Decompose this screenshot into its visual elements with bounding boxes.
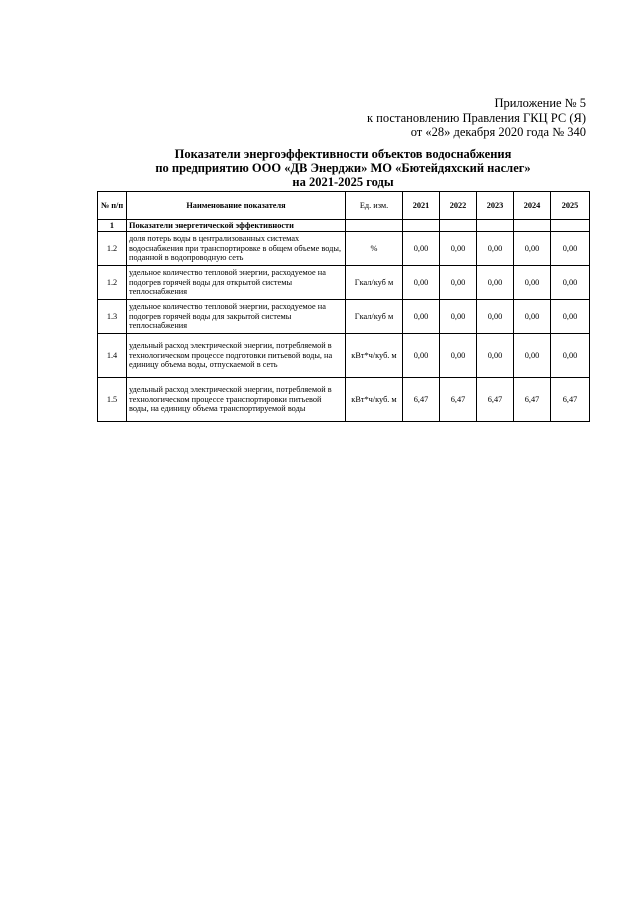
value-2022: 0,00: [440, 232, 477, 266]
indicator-name: удельный расход электрической энергии, потребляемой в технологическом процессе транспортировки питьевой воды, на единицу объема транспортируемой воды: [127, 378, 346, 422]
section-number: 1: [98, 220, 127, 232]
column-header: 2023: [477, 192, 514, 220]
row-number: 1.3: [98, 300, 127, 334]
value-2025: 0,00: [551, 300, 590, 334]
value-2023: 0,00: [477, 232, 514, 266]
document-header: [367, 96, 586, 140]
value-2024: 0,00: [514, 232, 551, 266]
indicator-name: удельное количество тепловой энергии, расходуемое на подогрев горячей воды для открытой системы теплоснабжения: [127, 266, 346, 300]
unit: Гкал/куб м: [346, 266, 403, 300]
indicator-name: доля потерь воды в централизованных системах водоснабжения при транспортировке в общем объеме воды, поданной в водопроводную сеть: [127, 232, 346, 266]
value-2023: 0,00: [477, 334, 514, 378]
value-2021: 0,00: [403, 266, 440, 300]
row-number: 1.4: [98, 334, 127, 378]
indicator-name: удельное количество тепловой энергии, расходуемое на подогрев горячей воды для закрытой системы теплоснабжения: [127, 300, 346, 334]
table-row: [98, 334, 590, 378]
column-header: № п/п: [98, 192, 127, 220]
value-2025: 0,00: [551, 266, 590, 300]
page-title: [97, 147, 589, 189]
title-line-3: на 2021-2025 годы: [292, 175, 394, 189]
value-2023: 6,47: [477, 378, 514, 422]
row-number: 1.2: [98, 266, 127, 300]
table-header-row: [98, 192, 590, 220]
value-2024: 0,00: [514, 334, 551, 378]
table-row: [98, 378, 590, 422]
value-2021: 0,00: [403, 300, 440, 334]
appendix-number: Приложение № 5: [494, 96, 586, 110]
value-2022: 0,00: [440, 266, 477, 300]
table-row: [98, 232, 590, 266]
indicator-name: удельный расход электрической энергии, потребляемой в технологическом процессе подготовки питьевой воды, на единицу объема воды, отпускаемой в сеть: [127, 334, 346, 378]
column-header: 2025: [551, 192, 590, 220]
column-header: Наименование показателя: [127, 192, 346, 220]
value-2025: 0,00: [551, 334, 590, 378]
value-2021: 0,00: [403, 334, 440, 378]
unit: кВт*ч/куб. м: [346, 334, 403, 378]
section-row: [98, 220, 590, 232]
indicators-table: [97, 191, 590, 422]
value-2021: 6,47: [403, 378, 440, 422]
value-2023: 0,00: [477, 300, 514, 334]
title-line-2: по предприятию ООО «ДВ Энерджи» МО «Бютейдяхский наслег»: [155, 161, 531, 175]
column-header: 2022: [440, 192, 477, 220]
row-number: 1.5: [98, 378, 127, 422]
value-2024: 6,47: [514, 378, 551, 422]
unit: Гкал/куб м: [346, 300, 403, 334]
row-number: 1.2: [98, 232, 127, 266]
value-2024: 0,00: [514, 266, 551, 300]
value-2024: 0,00: [514, 300, 551, 334]
column-header: Ед. изм.: [346, 192, 403, 220]
title-line-1: Показатели энергоэффективности объектов водоснабжения: [174, 147, 512, 161]
value-2025: 0,00: [551, 232, 590, 266]
unit: кВт*ч/куб. м: [346, 378, 403, 422]
value-2022: 6,47: [440, 378, 477, 422]
section-label: Показатели энергетической эффективности: [127, 220, 346, 232]
value-2021: 0,00: [403, 232, 440, 266]
column-header: 2024: [514, 192, 551, 220]
value-2022: 0,00: [440, 300, 477, 334]
value-2025: 6,47: [551, 378, 590, 422]
table-row: [98, 266, 590, 300]
resolution-date: от «28» декабря 2020 года № 340: [410, 125, 586, 139]
unit: %: [346, 232, 403, 266]
value-2022: 0,00: [440, 334, 477, 378]
table-row: [98, 300, 590, 334]
resolution-reference: к постановлению Правления ГКЦ РС (Я): [366, 110, 586, 125]
column-header: 2021: [403, 192, 440, 220]
value-2023: 0,00: [477, 266, 514, 300]
